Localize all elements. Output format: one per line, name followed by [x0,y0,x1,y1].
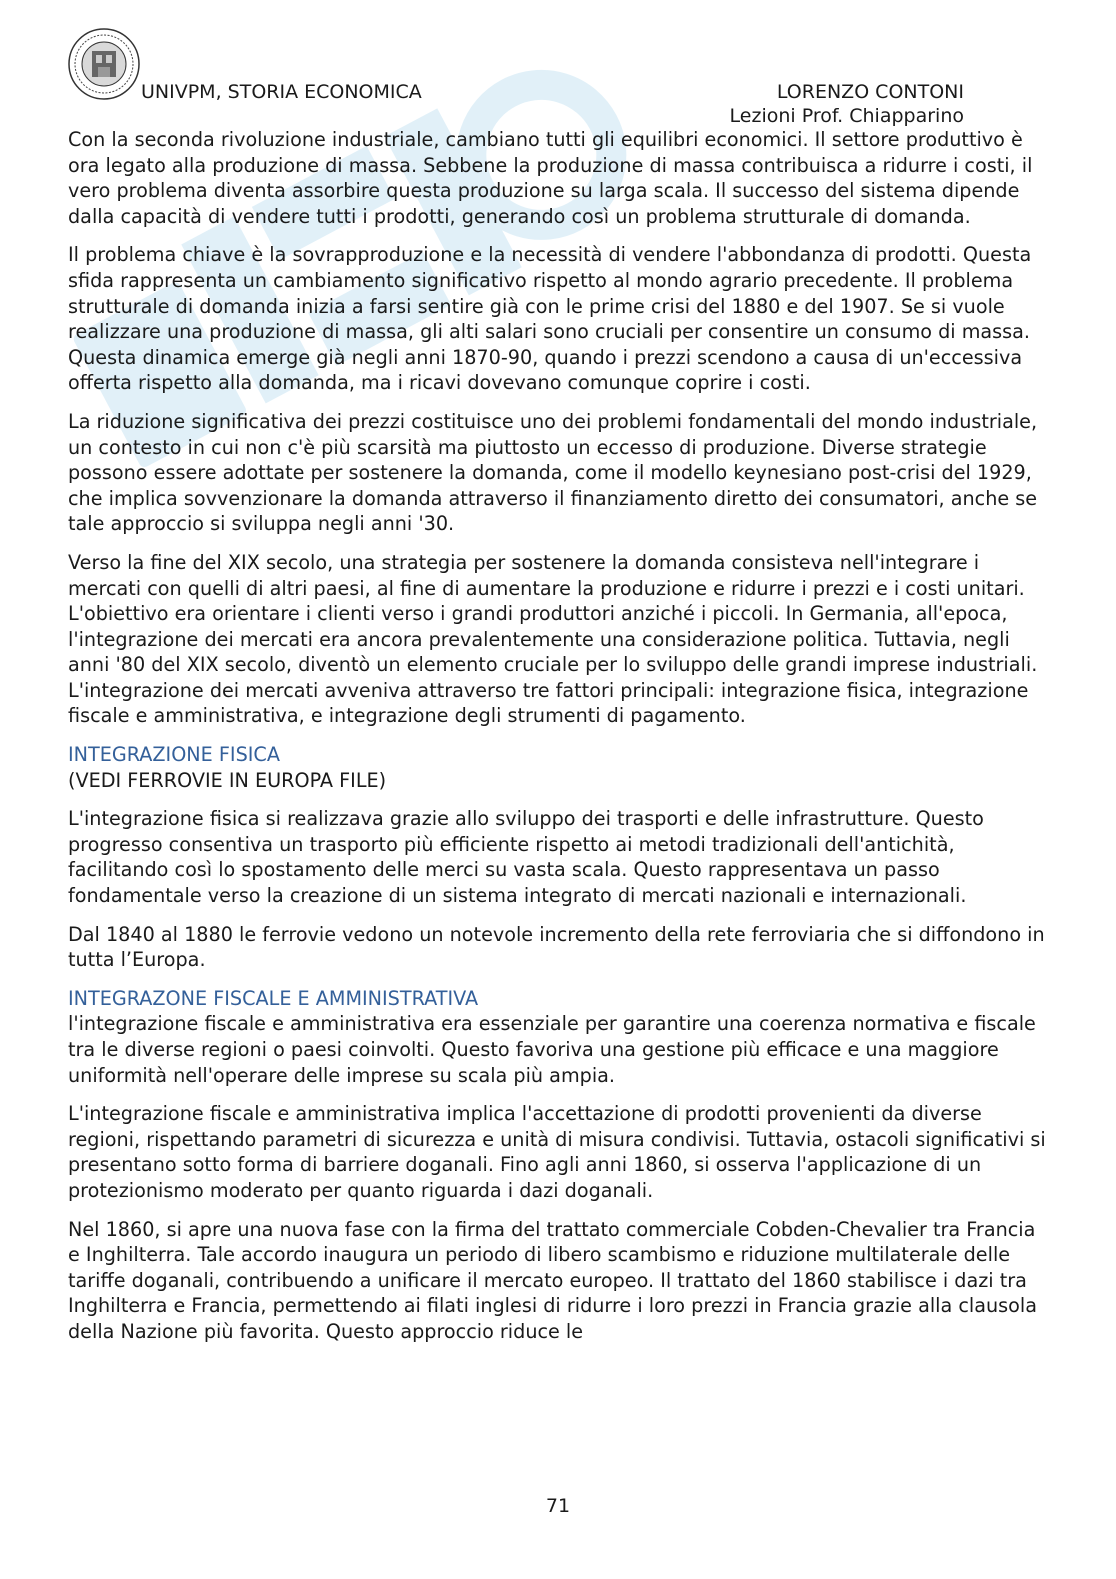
document-body [68,127,1048,1358]
paragraph: Il problema chiave è la sovrapproduzione e la necessità di vendere l'abbondanza di prodotti. Questa sfida rappresenta un cambiamento significativo rispetto al mondo agrario precedente. Il problema strutturale di domanda inizia a farsi sentire già con le prime crisi del 1880 e del 1907. Se si vuole realizzare una produzione di massa, gli alti salari sono cruciali per consentire un consumo di massa. Questa dinamica emerge già negli anni 1870-90, quando i prezzi scendono a causa di un'eccessiva offerta rispetto alla domanda, ma i ricavi dovevano comunque coprire i costi. [68,243,1032,395]
paragraph: La riduzione significativa dei prezzi costituisce uno dei problemi fondamentali del mondo industriale, un contesto in cui non c'è più scarsità ma piuttosto un eccesso di produzione. Diverse strategie possono essere adottate per sostenere la domanda, come il modello keynesiano post-crisi del 1929, che implica sovvenzionare la domanda attraverso il finanziamento diretto dei consumatori, anche se tale approccio si sviluppa negli anni '30. [68,409,1038,536]
page-number: 71 [545,1495,571,1517]
paragraph: Dal 1840 al 1880 le ferrovie vedono un notevole incremento della rete ferroviaria che si diffondono in tutta l’Europa. [68,922,1045,972]
header-author-block [730,80,964,128]
section-note: (VEDI FERROVIE IN EUROPA FILE) [68,768,387,792]
paragraph: L'integrazione fiscale e amministrativa implica l'accettazione di prodotti provenienti da diverse regioni, rispettando parametri di sicurezza e unità di misura condivisi. Tuttavia, ostacoli significativi si presentano sotto forma di barriere doganali. Fino agli anni 1860, si osserva l'applicazione di un protezionismo moderato per quanto riguarda i dazi doganali. [68,1102,1046,1202]
header-author: LORENZO CONTONI [776,81,964,103]
university-seal-icon [67,27,141,101]
header-course-title: UNIVPM, STORIA ECONOMICA [141,81,422,103]
paragraph: Con la seconda rivoluzione industriale, cambiano tutti gli equilibri economici. Il settore produttivo è ora legato alla produzione di massa. Sebbene la produzione di massa contribuisca a ridurre i costi, il vero problema diventa assorbire questa produzione su larga scala. Il successo del sistema dipende dalla capacità di vendere tutti i prodotti, generando così un problema strutturale di domanda. [68,128,1033,228]
paragraph: Verso la fine del XIX secolo, una strategia per sostenere la domanda consisteva nell'integrare i mercati con quelli di altri paesi, al fine di aumentare la produzione e ridurre i prezzi e i costi unitari. L'obiettivo era orientare i clienti verso i grandi produttori anziché i piccoli. In Germania, all'epoca, l'integrazione dei mercati era ancora prevalentemente una considerazione politica. Tuttavia, negli anni '80 del XIX secolo, diventò un elemento cruciale per lo sviluppo delle grandi imprese industriali. L'integrazione dei mercati avveniva attraverso tre fattori principali: integrazione fisica, integrazione fiscale e amministrativa, e integrazione degli strumenti di pagamento. [68,550,1038,728]
section-heading-integrazione-fisica: INTEGRAZIONE FISICA [68,743,280,767]
section-heading-integrazione-fiscale: INTEGRAZONE FISCALE E AMMINISTRATIVA [68,986,479,1010]
paragraph: l'integrazione fiscale e amministrativa era essenziale per garantire una coerenza normativa e fiscale tra le diverse regioni o paesi coinvolti. Questo favoriva una gestione più efficace e una maggiore uniformità nell'operare delle imprese su scala più ampia. [68,1012,1036,1087]
header-subtitle: Lezioni Prof. Chiapparino [729,105,964,127]
paragraph: L'integrazione fisica si realizzava grazie allo sviluppo dei trasporti e delle infrastrutture. Questo progresso consentiva un trasporto più efficiente rispetto ai metodi tradizionali dell'antichità, facilitando così lo spostamento delle merci su vasta scala. Questo rappresentava un passo fondamentale verso la creazione di un sistema integrato di mercati nazionali e internazionali. [68,807,984,908]
paragraph: Nel 1860, si apre una nuova fase con la firma del trattato commerciale Cobden-Chevalier tra Francia e Inghilterra. Tale accordo inaugura un periodo di libero scambismo e riduzione multilaterale delle tariffe doganali, contribuendo a unificare il mercato europeo. Il trattato del 1860 stabilisce i dazi tra Inghilterra e Francia, permettendo ai filati inglesi di ridurre i loro prezzi in Francia grazie alla clausola della Nazione più favorita. Questo approccio riduce le [68,1217,1037,1343]
